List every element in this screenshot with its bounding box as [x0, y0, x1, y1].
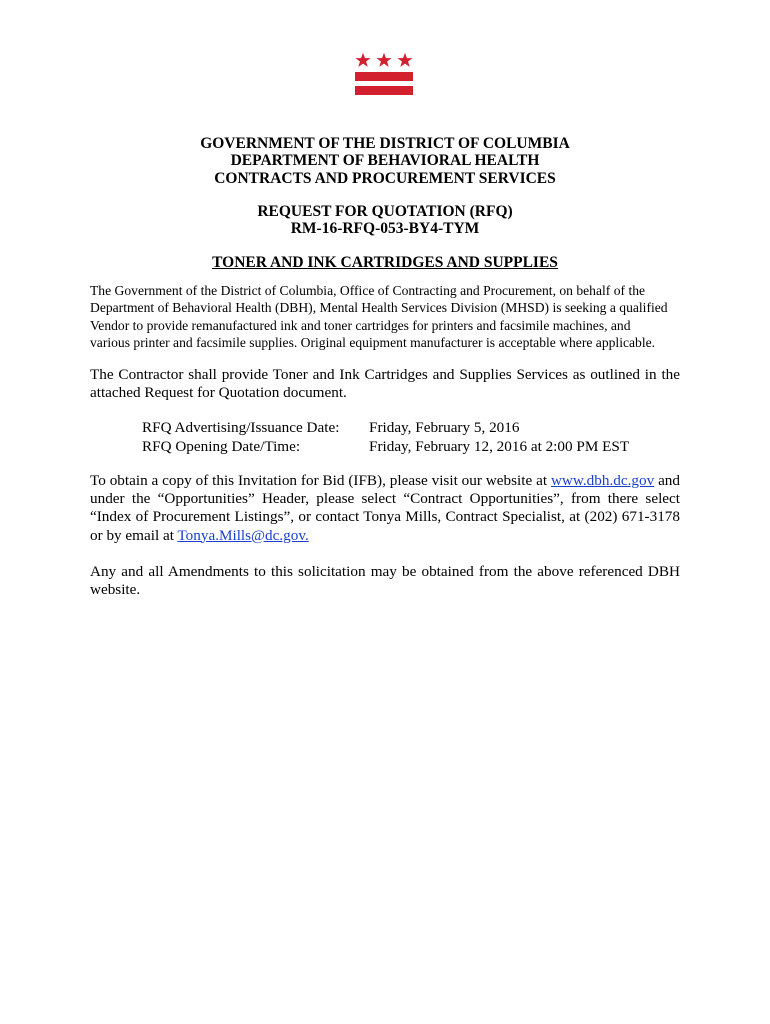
header-department: DEPARTMENT OF BEHAVIORAL HEALTH: [230, 152, 540, 169]
date-value: Friday, February 12, 2016 at 2:00 PM EST: [369, 437, 630, 455]
flag-stars: [355, 52, 413, 68]
intro-line: Vendor to provide remanufactured ink and toner cartridges for printers and facsimile machines, and: [90, 317, 631, 333]
flag-bar-bottom: [355, 86, 413, 95]
website-link[interactable]: www.dbh.dc.gov: [550, 472, 655, 489]
date-row-issuance: [142, 419, 629, 438]
obtain-text: To obtain a copy of this Invitation for Bid (IFB), please visit our website at: [90, 472, 551, 489]
dc-flag-logo: [355, 52, 415, 98]
header-office: CONTRACTS AND PROCUREMENT SERVICES: [214, 170, 556, 187]
email-link[interactable]: Tonya.Mills@dc.gov.: [177, 526, 309, 544]
contractor-paragraph: The Contractor shall provide Toner and Ink Cartridges and Supplies Services as outlined in the attached Request for Quotation document.: [90, 366, 680, 402]
flag-bar-top: [355, 72, 413, 81]
date-row-opening: [142, 438, 629, 457]
star-icon: [355, 52, 371, 68]
header-government: GOVERNMENT OF THE DISTRICT OF COLUMBIA: [200, 135, 570, 152]
rfq-title: REQUEST FOR QUOTATION (RFQ): [257, 203, 513, 220]
obtain-text: and under the “Opportunities” Header, please select “Contract Opportunities”, from there select “Index of Procurement Listings”, or contact Tonya Mills, Contract Specialist, at (202) 671-3178 or by email at: [90, 472, 680, 544]
amendments-paragraph: Any and all Amendments to this solicitation may be obtained from the above referenced DBH website.: [90, 563, 680, 599]
intro-paragraph: [90, 282, 682, 352]
obtain-copy-paragraph: [90, 472, 680, 545]
date-label: RFQ Advertising/Issuance Date:: [142, 419, 340, 436]
date-value: Friday, February 5, 2016: [369, 419, 520, 436]
solicitation-subject: TONER AND INK CARTRIDGES AND SUPPLIES: [212, 254, 558, 271]
date-label: RFQ Opening Date/Time:: [142, 437, 301, 455]
intro-line: various printer and facsimile supplies. Original equipment manufacturer is acceptable where applicable.: [90, 335, 656, 351]
intro-line: The Government of the District of Columbia, Office of Contracting and Procurement, on behalf of the: [90, 283, 646, 298]
intro-line: Department of Behavioral Health (DBH), Mental Health Services Division (MHSD) is seeking a qualified: [90, 300, 668, 316]
rfq-number: RM-16-RFQ-053-BY4-TYM: [290, 220, 480, 237]
key-dates: [142, 419, 629, 456]
star-icon: [397, 52, 413, 68]
star-icon: [376, 52, 392, 68]
